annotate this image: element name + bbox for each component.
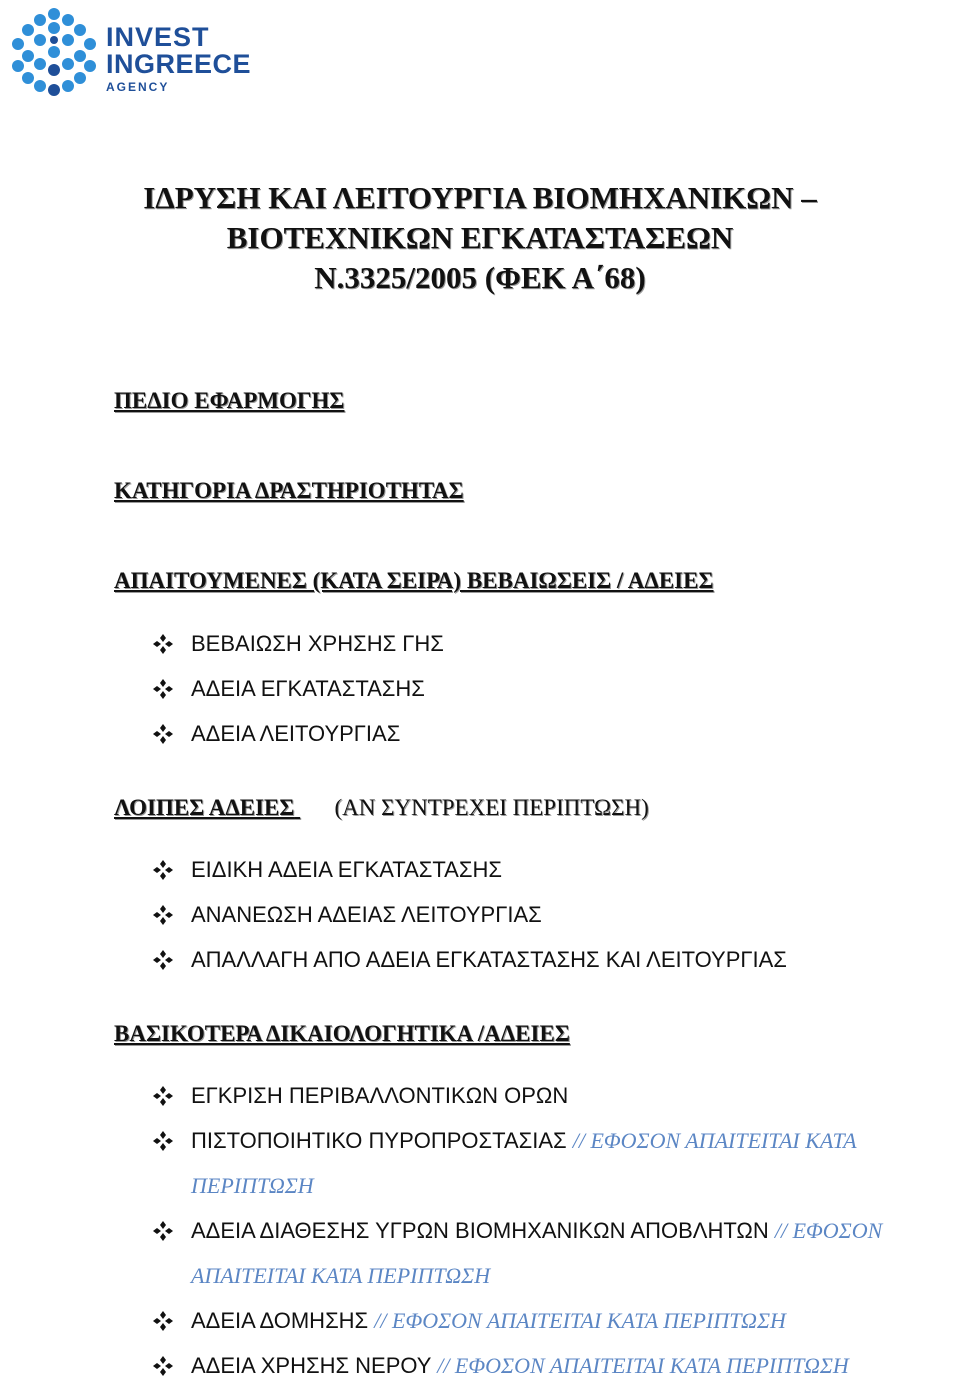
diamond-bullet-icon — [152, 723, 174, 745]
diamond-bullet-icon — [152, 1085, 174, 1107]
list-item — [152, 1343, 960, 1388]
list-item-note: // ΕΦΟΣΟΝ ΑΠΑΙΤΕΙΤΑΙ ΚΑΤΑ ΠΕΡΙΠΤΩΣΗ — [437, 1353, 849, 1378]
heading-other-label: ΛΟΙΠΕΣ ΑΔΕΙΕΣ — [114, 795, 295, 820]
list-item — [152, 1208, 960, 1298]
logo-line-2: INGREECE — [106, 49, 252, 79]
heading-other-underline-gap — [294, 795, 312, 821]
logo-text — [106, 24, 251, 93]
diamond-bullet-icon — [152, 1310, 174, 1332]
logo-dots-icon — [8, 6, 100, 98]
list-item-text: ΑΔΕΙΑ ΔΟΜΗΣΗΣ — [191, 1308, 369, 1333]
heading-other — [114, 795, 649, 821]
heading-main-docs: ΒΑΣΙΚΟΤΕΡΑ ΔΙΚΑΙΟΛΟΓΗΤΙΚΑ /ΑΔΕΙΕΣ — [114, 1021, 570, 1046]
logo-line-1: INVEST — [106, 22, 210, 52]
other-permits-list — [152, 847, 960, 982]
list-item-text: ΕΓΚΡΙΣΗ ΠΕΡΙΒΑΛΛΟΝΤΙΚΩΝ ΟΡΩΝ — [191, 1083, 569, 1108]
list-item-text: ΑΝΑΝΕΩΣΗ ΑΔΕΙΑΣ ΛΕΙΤΟΥΡΓΙΑΣ — [191, 902, 542, 927]
main-documents-list — [152, 1073, 960, 1388]
diamond-bullet-icon — [152, 904, 174, 926]
list-item-text: ΑΠΑΛΛΑΓΗ ΑΠΟ ΑΔΕΙΑ ΕΓΚΑΤΑΣΤΑΣΗΣ ΚΑΙ ΛΕΙΤΟΥΡΓΙΑΣ — [191, 947, 787, 972]
title-line-2: ΒΙΟΤΕΧΝΙΚΩΝ ΕΓΚΑΤΑΣΤΑΣΕΩΝ — [226, 220, 734, 255]
list-item — [152, 1073, 960, 1118]
title-line-1: ΙΔΡΥΣΗ ΚΑΙ ΛΕΙΤΟΥΡΓΙΑ ΒΙΟΜΗΧΑΝΙΚΩΝ – — [143, 180, 817, 215]
list-item-text: ΑΔΕΙΑ ΕΓΚΑΤΑΣΤΑΣΗΣ — [191, 676, 425, 701]
list-item-note: // ΕΦΟΣΟΝ ΑΠΑΙΤΕΙΤΑΙ ΚΑΤΑ ΠΕΡΙΠΤΩΣΗ — [191, 1218, 883, 1288]
title-line-3: Ν.3325/2005 (ΦΕΚ Α΄68) — [314, 260, 646, 295]
required-permits-list — [152, 621, 960, 756]
diamond-bullet-icon — [152, 859, 174, 881]
diamond-bullet-icon — [152, 1130, 174, 1152]
document-title — [0, 178, 960, 298]
logo-line-3: AGENCY — [106, 80, 170, 94]
list-item — [152, 847, 960, 892]
list-item — [152, 937, 960, 982]
heading-other-note: (ΑΝ ΣΥΝΤΡΕΧΕΙ ΠΕΡΙΠΤΩΣΗ) — [334, 795, 649, 820]
heading-scope: ΠΕΔΙΟ ΕΦΑΡΜΟΓΗΣ — [114, 388, 345, 413]
list-item — [152, 1118, 960, 1208]
invest-in-greece-logo — [8, 6, 258, 98]
list-item-text: ΑΔΕΙΑ ΛΕΙΤΟΥΡΓΙΑΣ — [191, 721, 401, 746]
list-item — [152, 711, 960, 756]
list-item — [152, 666, 960, 711]
diamond-bullet-icon — [152, 678, 174, 700]
list-item-text: ΕΙΔΙΚΗ ΑΔΕΙΑ ΕΓΚΑΤΑΣΤΑΣΗΣ — [191, 857, 502, 882]
list-item-text: ΑΔΕΙΑ ΧΡΗΣΗΣ ΝΕΡΟΥ — [191, 1353, 432, 1378]
list-item — [152, 892, 960, 937]
list-item-text: ΒΕΒΑΙΩΣΗ ΧΡΗΣΗΣ ΓΗΣ — [191, 631, 444, 656]
diamond-bullet-icon — [152, 633, 174, 655]
list-item — [152, 1298, 960, 1343]
heading-required: ΑΠΑΙΤΟΥΜΕΝΕΣ (ΚΑΤΑ ΣΕΙΡΑ) ΒΕΒΑΙΩΣΕΙΣ / ΑΔΕΙΕΣ — [114, 568, 714, 593]
list-item-text: ΑΔΕΙΑ ΔΙΑΘΕΣΗΣ ΥΓΡΩΝ ΒΙΟΜΗΧΑΝΙΚΩΝ ΑΠΟΒΛΗΤΩΝ — [191, 1218, 769, 1243]
list-item-note: // ΕΦΟΣΟΝ ΑΠΑΙΤΕΙΤΑΙ ΚΑΤΑ ΠΕΡΙΠΤΩΣΗ — [191, 1128, 857, 1198]
diamond-bullet-icon — [152, 949, 174, 971]
list-item — [152, 621, 960, 666]
list-item-note: // ΕΦΟΣΟΝ ΑΠΑΙΤΕΙΤΑΙ ΚΑΤΑ ΠΕΡΙΠΤΩΣΗ — [374, 1308, 786, 1333]
diamond-bullet-icon — [152, 1220, 174, 1242]
list-item-text: ΠΙΣΤΟΠΟΙΗΤΙΚΟ ΠΥΡΟΠΡΟΣΤΑΣΙΑΣ — [191, 1128, 567, 1153]
heading-category: ΚΑΤΗΓΟΡΙΑ ΔΡΑΣΤΗΡΙΟΤΗΤΑΣ — [114, 478, 464, 503]
